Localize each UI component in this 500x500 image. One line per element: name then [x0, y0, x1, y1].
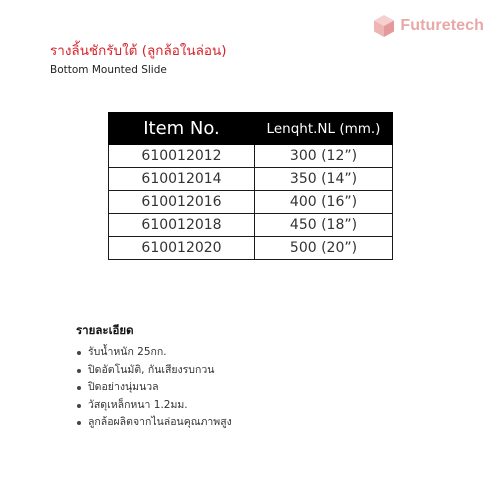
item-number-cell: 610012020 — [109, 237, 255, 260]
brand-logo — [373, 14, 484, 38]
details-list — [76, 344, 232, 432]
length-cell: 450 (18”) — [255, 214, 393, 237]
table-header-row — [109, 113, 393, 145]
details-heading: รายละเอียด — [76, 323, 134, 337]
length-cell: 300 (12”) — [255, 145, 393, 168]
brand-name: Futuretech — [400, 17, 484, 34]
length-cell: 350 (14”) — [255, 168, 393, 191]
table-row — [109, 214, 393, 237]
list-item: ปิดอย่างนุ่มนวล — [76, 379, 232, 397]
table-row — [109, 145, 393, 168]
list-item: ลูกล้อผลิตจากไนล่อนคุณภาพสูง — [76, 414, 232, 432]
table-row — [109, 191, 393, 214]
list-item: วัสดุเหล็กหนา 1.2มม. — [76, 397, 232, 415]
item-number-cell: 610012016 — [109, 191, 255, 214]
length-cell: 500 (20”) — [255, 237, 393, 260]
header-length: Lenqht.NL (mm.) — [255, 113, 393, 145]
product-title-thai: รางลิ้นชักรับใต้ (ลูกล้อในล่อน) — [50, 43, 227, 59]
item-number-cell: 610012012 — [109, 145, 255, 168]
spec-table — [108, 112, 393, 260]
box-icon — [373, 14, 395, 38]
list-item: ปิดอัตโนมัติ, กันเสียงรบกวน — [76, 362, 232, 380]
product-title-english: Bottom Mounted Slide — [50, 64, 167, 76]
length-cell: 400 (16”) — [255, 191, 393, 214]
list-item: รับน้ำหนัก 25กก. — [76, 344, 232, 362]
item-number-cell: 610012018 — [109, 214, 255, 237]
table-row — [109, 237, 393, 260]
table-row — [109, 168, 393, 191]
item-number-cell: 610012014 — [109, 168, 255, 191]
header-item-no: Item No. — [109, 113, 255, 145]
